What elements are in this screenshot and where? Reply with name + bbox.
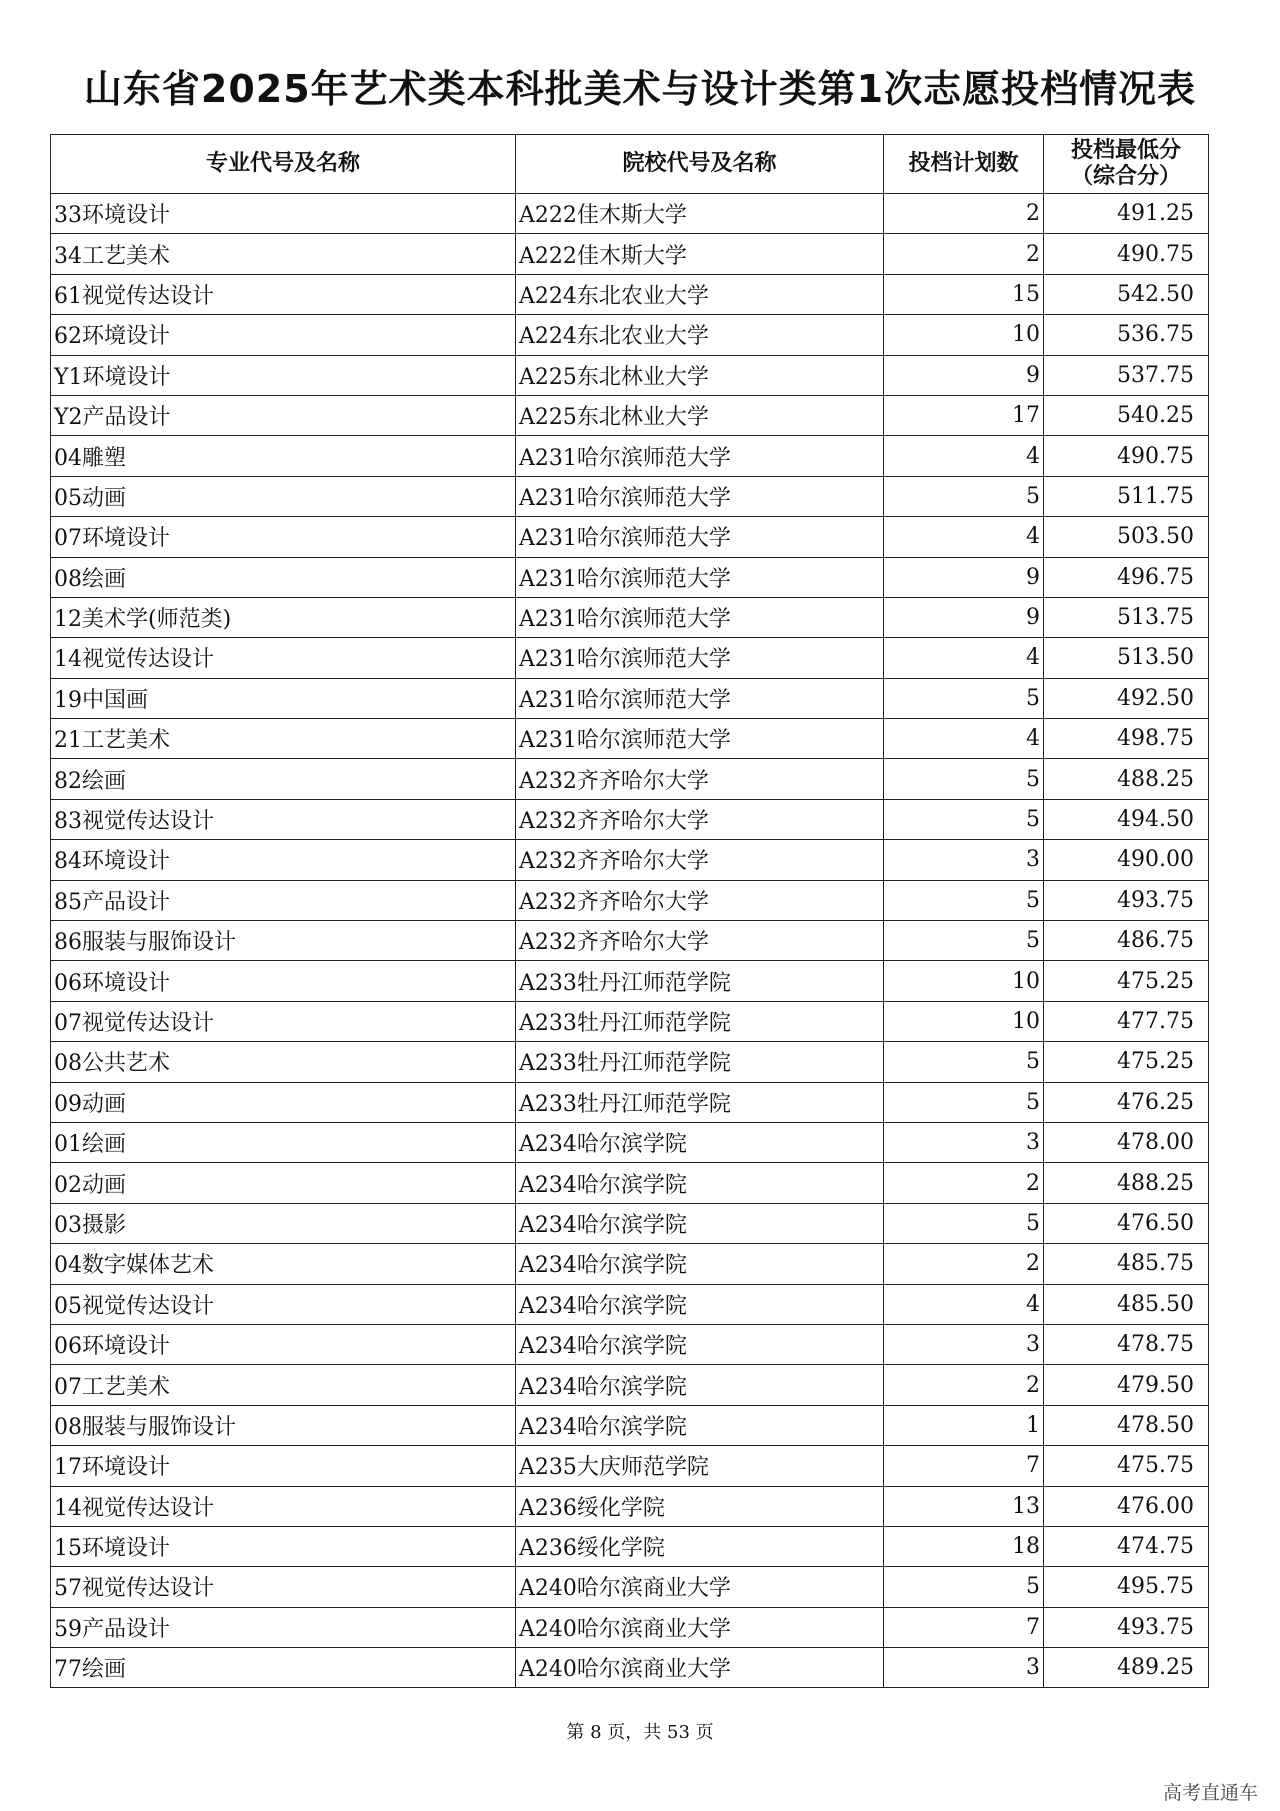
table-header-row (51, 135, 1209, 194)
cell-plan: 4 (884, 638, 1044, 678)
table-row (51, 1405, 1209, 1445)
table-row (51, 1244, 1209, 1284)
cell-score: 492.50 (1044, 678, 1209, 718)
cell-school: A224东北农业大学 (516, 274, 884, 314)
cell-plan: 2 (884, 1365, 1044, 1405)
table-row (51, 1648, 1209, 1688)
cell-major: 01绘画 (51, 1122, 516, 1162)
table-row (51, 1082, 1209, 1122)
table-row (51, 1163, 1209, 1203)
cell-plan: 3 (884, 840, 1044, 880)
cell-school: A231哈尔滨师范大学 (516, 517, 884, 557)
cell-score: 474.75 (1044, 1526, 1209, 1566)
table-row (51, 1203, 1209, 1243)
cell-major: 82绘画 (51, 759, 516, 799)
cell-major: 33环境设计 (51, 194, 516, 234)
cell-school: A231哈尔滨师范大学 (516, 638, 884, 678)
table-row (51, 597, 1209, 637)
table-row (51, 194, 1209, 234)
cell-school: A222佳木斯大学 (516, 234, 884, 274)
cell-score: 476.25 (1044, 1082, 1209, 1122)
cell-score: 490.75 (1044, 234, 1209, 274)
cell-score: 475.25 (1044, 1042, 1209, 1082)
cell-school: A234哈尔滨学院 (516, 1163, 884, 1203)
cell-major: Y1环境设计 (51, 355, 516, 395)
cell-school: A240哈尔滨商业大学 (516, 1567, 884, 1607)
cell-score: 542.50 (1044, 274, 1209, 314)
cell-school: A231哈尔滨师范大学 (516, 476, 884, 516)
table-row (51, 1324, 1209, 1364)
table-row (51, 274, 1209, 314)
table-row (51, 1365, 1209, 1405)
cell-score: 478.00 (1044, 1122, 1209, 1162)
cell-score: 485.50 (1044, 1284, 1209, 1324)
cell-school: A240哈尔滨商业大学 (516, 1607, 884, 1647)
cell-school: A225东北林业大学 (516, 395, 884, 435)
cell-plan: 1 (884, 1405, 1044, 1445)
cell-school: A231哈尔滨师范大学 (516, 557, 884, 597)
table-row (51, 395, 1209, 435)
cell-plan: 10 (884, 961, 1044, 1001)
cell-school: A233牡丹江师范学院 (516, 1001, 884, 1041)
table-row (51, 678, 1209, 718)
cell-plan: 4 (884, 436, 1044, 476)
cell-score: 477.75 (1044, 1001, 1209, 1041)
cell-school: A232齐齐哈尔大学 (516, 840, 884, 880)
cell-school: A234哈尔滨学院 (516, 1405, 884, 1445)
cell-score: 491.25 (1044, 194, 1209, 234)
table-row (51, 315, 1209, 355)
cell-plan: 3 (884, 1648, 1044, 1688)
cell-major: 08服装与服饰设计 (51, 1405, 516, 1445)
cell-plan: 5 (884, 799, 1044, 839)
cell-major: Y2产品设计 (51, 395, 516, 435)
table-row (51, 1001, 1209, 1041)
cell-school: A231哈尔滨师范大学 (516, 678, 884, 718)
table-row (51, 1122, 1209, 1162)
cell-score: 479.50 (1044, 1365, 1209, 1405)
cell-school: A231哈尔滨师范大学 (516, 597, 884, 637)
cell-plan: 9 (884, 597, 1044, 637)
cell-school: A232齐齐哈尔大学 (516, 759, 884, 799)
cell-major: 19中国画 (51, 678, 516, 718)
table-row (51, 1526, 1209, 1566)
page-title: 山东省2025年艺术类本科批美术与设计类第1次志愿投档情况表 (83, 67, 1197, 111)
cell-school: A235大庆师范学院 (516, 1446, 884, 1486)
cell-plan: 7 (884, 1446, 1044, 1486)
cell-score: 496.75 (1044, 557, 1209, 597)
header-major: 专业代号及名称 (51, 135, 516, 194)
table-row (51, 840, 1209, 880)
cell-plan: 5 (884, 921, 1044, 961)
table-body (51, 194, 1209, 1688)
cell-plan: 4 (884, 719, 1044, 759)
cell-major: 04雕塑 (51, 436, 516, 476)
cell-score: 488.25 (1044, 1163, 1209, 1203)
table-row (51, 557, 1209, 597)
cell-score: 485.75 (1044, 1244, 1209, 1284)
cell-plan: 2 (884, 1163, 1044, 1203)
cell-score: 490.75 (1044, 436, 1209, 476)
cell-major: 03摄影 (51, 1203, 516, 1243)
table-row (51, 436, 1209, 476)
cell-plan: 9 (884, 355, 1044, 395)
cell-score: 537.75 (1044, 355, 1209, 395)
cell-major: 04数字媒体艺术 (51, 1244, 516, 1284)
cell-score: 493.75 (1044, 880, 1209, 920)
cell-score: 486.75 (1044, 921, 1209, 961)
cell-major: 14视觉传达设计 (51, 1486, 516, 1526)
cell-plan: 7 (884, 1607, 1044, 1647)
cell-score: 498.75 (1044, 719, 1209, 759)
cell-major: 14视觉传达设计 (51, 638, 516, 678)
table-row (51, 1486, 1209, 1526)
cell-school: A222佳木斯大学 (516, 194, 884, 234)
cell-major: 08公共艺术 (51, 1042, 516, 1082)
cell-plan: 13 (884, 1486, 1044, 1526)
cell-plan: 5 (884, 880, 1044, 920)
cell-major: 06环境设计 (51, 1324, 516, 1364)
cell-school: A224东北农业大学 (516, 315, 884, 355)
cell-school: A231哈尔滨师范大学 (516, 436, 884, 476)
cell-score: 536.75 (1044, 315, 1209, 355)
cell-major: 86服装与服饰设计 (51, 921, 516, 961)
cell-score: 489.25 (1044, 1648, 1209, 1688)
cell-major: 59产品设计 (51, 1607, 516, 1647)
cell-school: A234哈尔滨学院 (516, 1284, 884, 1324)
cell-plan: 3 (884, 1324, 1044, 1364)
table-row (51, 1284, 1209, 1324)
cell-school: A233牡丹江师范学院 (516, 1042, 884, 1082)
header-score-line1: 投档最低分 (1070, 138, 1181, 163)
cell-plan: 18 (884, 1526, 1044, 1566)
cell-score: 475.25 (1044, 961, 1209, 1001)
cell-plan: 5 (884, 1567, 1044, 1607)
cell-score: 494.50 (1044, 799, 1209, 839)
cell-major: 09动画 (51, 1082, 516, 1122)
page-footer: 第 8 页，共 53 页 (566, 1722, 714, 1743)
cell-school: A232齐齐哈尔大学 (516, 799, 884, 839)
table-row (51, 719, 1209, 759)
cell-school: A236绥化学院 (516, 1526, 884, 1566)
cell-plan: 5 (884, 759, 1044, 799)
cell-plan: 5 (884, 1042, 1044, 1082)
cell-major: 06环境设计 (51, 961, 516, 1001)
cell-school: A231哈尔滨师范大学 (516, 719, 884, 759)
cell-plan: 5 (884, 1203, 1044, 1243)
table-row (51, 1446, 1209, 1486)
cell-school: A234哈尔滨学院 (516, 1244, 884, 1284)
header-score-line2: （综合分） (1070, 164, 1181, 189)
cell-major: 17环境设计 (51, 1446, 516, 1486)
cell-plan: 10 (884, 315, 1044, 355)
cell-school: A236绥化学院 (516, 1486, 884, 1526)
cell-score: 495.75 (1044, 1567, 1209, 1607)
cell-school: A225东北林业大学 (516, 355, 884, 395)
table-row (51, 638, 1209, 678)
cell-plan: 5 (884, 1082, 1044, 1122)
cell-school: A234哈尔滨学院 (516, 1365, 884, 1405)
header-score (1044, 135, 1209, 194)
cell-major: 05视觉传达设计 (51, 1284, 516, 1324)
table-row (51, 1042, 1209, 1082)
cell-score: 513.50 (1044, 638, 1209, 678)
cell-score: 476.50 (1044, 1203, 1209, 1243)
table-row (51, 799, 1209, 839)
table-row (51, 1567, 1209, 1607)
table-row (51, 355, 1209, 395)
cell-plan: 4 (884, 1284, 1044, 1324)
cell-major: 12美术学(师范类) (51, 597, 516, 637)
cell-plan: 2 (884, 234, 1044, 274)
table-row (51, 476, 1209, 516)
cell-major: 21工艺美术 (51, 719, 516, 759)
cell-major: 85产品设计 (51, 880, 516, 920)
cell-school: A232齐齐哈尔大学 (516, 921, 884, 961)
cell-major: 07视觉传达设计 (51, 1001, 516, 1041)
table-row (51, 961, 1209, 1001)
cell-major: 02动画 (51, 1163, 516, 1203)
table-row (51, 517, 1209, 557)
cell-major: 62环境设计 (51, 315, 516, 355)
cell-score: 540.25 (1044, 395, 1209, 435)
cell-major: 07环境设计 (51, 517, 516, 557)
table-row (51, 759, 1209, 799)
header-plan: 投档计划数 (884, 135, 1044, 194)
cell-score: 511.75 (1044, 476, 1209, 516)
cell-plan: 2 (884, 1244, 1044, 1284)
cell-plan: 4 (884, 517, 1044, 557)
cell-school: A232齐齐哈尔大学 (516, 880, 884, 920)
table-row (51, 921, 1209, 961)
cell-major: 57视觉传达设计 (51, 1567, 516, 1607)
cell-plan: 9 (884, 557, 1044, 597)
cell-score: 476.00 (1044, 1486, 1209, 1526)
table-row (51, 1607, 1209, 1647)
cell-plan: 5 (884, 678, 1044, 718)
cell-plan: 15 (884, 274, 1044, 314)
cell-school: A234哈尔滨学院 (516, 1324, 884, 1364)
cell-plan: 5 (884, 476, 1044, 516)
cell-school: A240哈尔滨商业大学 (516, 1648, 884, 1688)
watermark: 高考直通车 (1162, 1782, 1258, 1804)
cell-plan: 10 (884, 1001, 1044, 1041)
admission-table (50, 134, 1209, 1688)
cell-school: A234哈尔滨学院 (516, 1203, 884, 1243)
cell-major: 34工艺美术 (51, 234, 516, 274)
cell-major: 61视觉传达设计 (51, 274, 516, 314)
cell-school: A234哈尔滨学院 (516, 1122, 884, 1162)
cell-score: 493.75 (1044, 1607, 1209, 1647)
cell-major: 07工艺美术 (51, 1365, 516, 1405)
cell-plan: 2 (884, 194, 1044, 234)
cell-score: 478.50 (1044, 1405, 1209, 1445)
cell-score: 478.75 (1044, 1324, 1209, 1364)
cell-major: 08绘画 (51, 557, 516, 597)
cell-school: A233牡丹江师范学院 (516, 961, 884, 1001)
cell-major: 83视觉传达设计 (51, 799, 516, 839)
cell-major: 15环境设计 (51, 1526, 516, 1566)
cell-school: A233牡丹江师范学院 (516, 1082, 884, 1122)
cell-score: 503.50 (1044, 517, 1209, 557)
cell-score: 475.75 (1044, 1446, 1209, 1486)
cell-major: 84环境设计 (51, 840, 516, 880)
cell-plan: 17 (884, 395, 1044, 435)
cell-score: 490.00 (1044, 840, 1209, 880)
table-row (51, 234, 1209, 274)
cell-score: 513.75 (1044, 597, 1209, 637)
cell-major: 05动画 (51, 476, 516, 516)
cell-score: 488.25 (1044, 759, 1209, 799)
header-school: 院校代号及名称 (516, 135, 884, 194)
cell-major: 77绘画 (51, 1648, 516, 1688)
table-row (51, 880, 1209, 920)
cell-plan: 3 (884, 1122, 1044, 1162)
